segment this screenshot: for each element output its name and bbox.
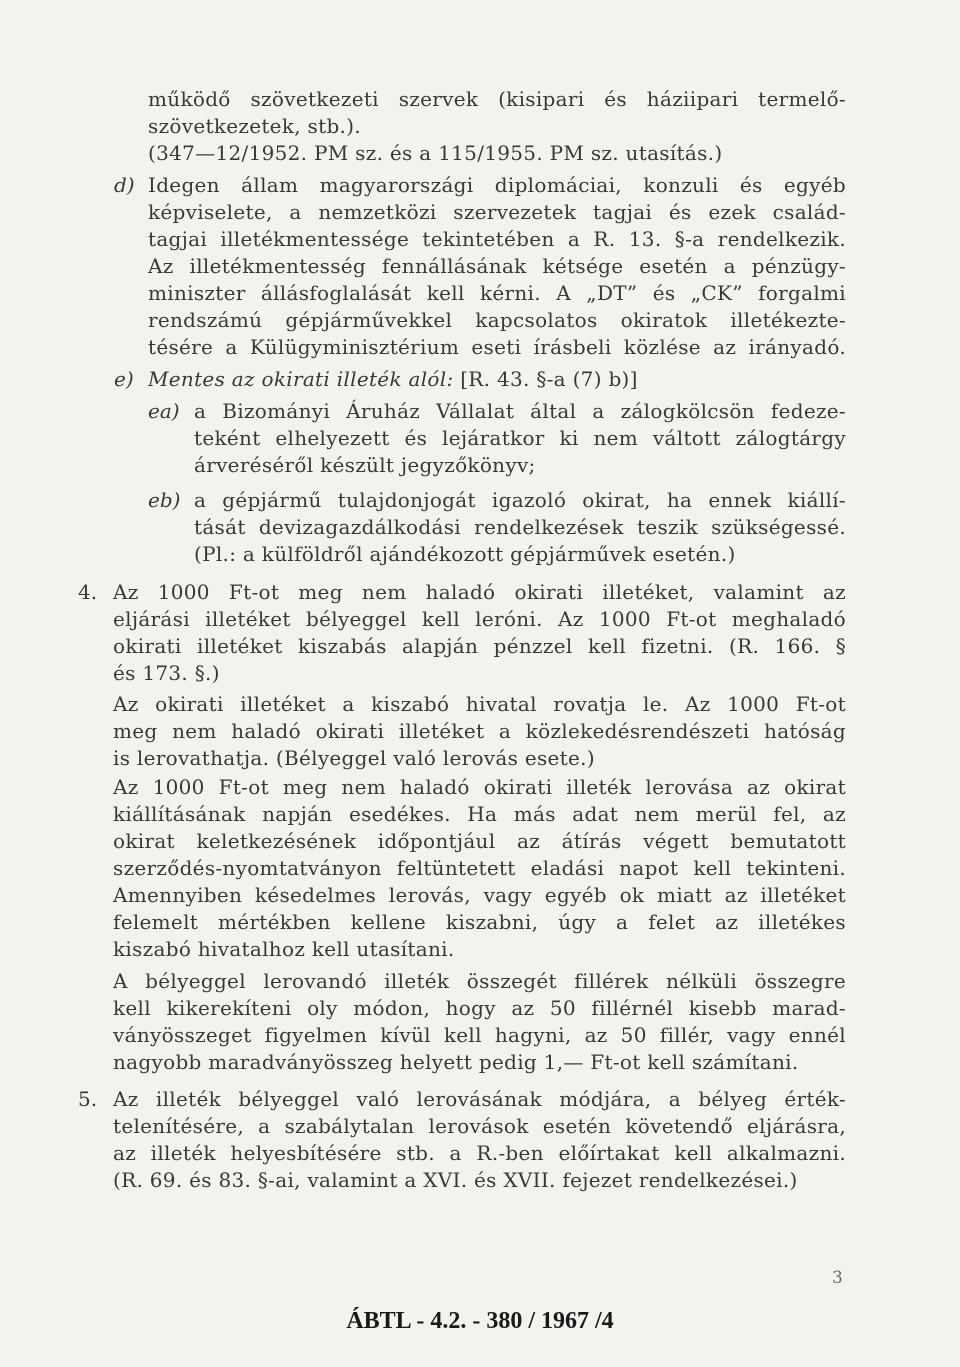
text-line: rendszámú gépjárművekkel kapcsolatos okiratok illetékezte- [148,308,846,332]
section-marker-5: 5. [78,1087,98,1111]
text-line: Az okirati illetéket a kiszabó hivatal rovatja le. Az 1000 Ft-ot [113,692,846,716]
page-number: 3 [832,1268,843,1288]
item-e-heading [148,366,846,393]
text-line: működő szövetkezeti szervek (kisipari és háziipari termelő- [148,87,846,111]
section-marker-4: 4. [78,580,98,604]
text-line: Idegen állam magyarországi diplomáciai, konzuli és egyéb [148,173,846,197]
text-line: eljárási illetéket bélyeggel kell leróni. Az 1000 Ft-ot meghaladó [113,607,846,631]
text-line: a Bizományi Áruház Vállalat által a zálogkölcsön fedeze- [194,399,846,423]
text-line: Az 1000 Ft-ot meg nem haladó okirati illeték lerovása az okirat [113,775,846,799]
text-line: tását devizagazdálkodási rendelkezések teszik szükségessé. [194,515,846,539]
item-marker-eb: eb) [148,488,181,512]
item-d-paragraph [148,172,846,361]
text-line: teként elhelyezett és lejáratkor ki nem váltott zálogtárgy [194,426,846,450]
section-4-paragraph-4 [113,968,846,1076]
text-line: szerződés-nyomtatványon feltüntetett eladási napot kell tekinteni. [113,856,846,880]
item-marker-ea: ea) [148,399,180,423]
text-line: (347—12/1952. PM sz. és a 115/1955. PM sz. utasítás.) [148,141,723,165]
text-line: árveréséről készült jegyzőkönyv; [194,453,536,477]
text-line: okirati illetéket kiszabás alapján pénzzel kell fizetni. (R. 166. § [113,634,846,658]
text-line [148,366,846,393]
item-eb-paragraph [194,487,846,568]
item-marker-e: e) [114,367,134,391]
text-line: is lerovathatja. (Bélyeggel való lerovás esete.) [113,746,595,770]
text-line: nagyobb maradványösszeg helyett pedig 1,— Ft-ot kell számítani. [113,1050,799,1074]
text-line: meg nem haladó okirati illetéket a közlekedésrendészeti hatóság [113,719,846,743]
text-line: miniszter állásfoglalását kell kérni. A „DT” és „CK” forgalmi [148,281,846,305]
text-line: A bélyeggel lerovandó illeték összegét fillérek nélküli összegre [113,969,846,993]
section-4-paragraph-1 [113,579,846,687]
archive-stamp: ÁBTL - 4.2. - 380 / 1967 /4 [346,1308,614,1334]
text-line: Az illetékmentesség fennállásának kétsége esetén a pénzügy- [148,254,846,278]
text-line: ványösszeget figyelmen kívül kell hagyni, az 50 fillér, vagy ennél [113,1023,846,1047]
item-ea-paragraph [194,398,846,479]
section-4-paragraph-3 [113,774,846,963]
text-line: kell kikerekíteni oly módon, hogy az 50 fillérnél kisebb marad- [113,996,846,1020]
text-line: tésére a Külügyminisztérium eseti írásbeli közlése az irányadó. [148,335,846,359]
item-marker-d: d) [114,173,135,197]
text-line: (Pl.: a külföldről ajándékozott gépjárművek esetén.) [194,542,736,566]
text-line: tagjai illetékmentessége tekintetében a R. 13. §-a rendelkezik. [148,227,846,251]
section-5-paragraph [113,1086,846,1194]
text-line: Az 1000 Ft-ot meg nem haladó okirati illetéket, valamint az [113,580,846,604]
section-4-paragraph-2 [113,691,846,772]
text-line: az illeték helyesbítésére stb. a R.-ben előírtakat kell alkalmazni. [113,1141,846,1165]
text-line: telenítésére, a szabálytalan lerovások esetén követendő eljárásra, [113,1114,846,1138]
exemption-heading: Mentes az okirati illeték alól: [148,367,454,391]
text-line: képviselete, a nemzetközi szervezetek tagjai és ezek család- [148,200,846,224]
intro-paragraph [148,86,846,167]
text-line: a gépjármű tulajdonjogát igazoló okirat, ha ennek kiállí- [194,488,846,512]
text-line: kiszabó hivatalhoz kell utasítani. [113,937,455,961]
text-line: szövetkezetek, stb.). [148,114,361,138]
text-line: Az illeték bélyeggel való lerovásának módjára, a bélyeg érték- [113,1087,846,1111]
text-line: és 173. §.) [113,661,220,685]
text-line: felemelt mértékben kellene kiszabni, úgy a felet az illetékes [113,910,846,934]
text-line: (R. 69. és 83. §-ai, valamint a XVI. és XVII. fejezet rendelkezései.) [113,1168,798,1192]
text-line: okirat keletkezésének időpontjául az átírás végett bemutatott [113,829,846,853]
text-line: kiállításának napján esedékes. Ha más adat nem merül fel, az [113,802,846,826]
exemption-reference: [R. 43. §-a (7) b)] [460,367,638,391]
text-line: Amennyiben késedelmes lerovás, vagy egyéb ok miatt az illetéket [113,883,846,907]
